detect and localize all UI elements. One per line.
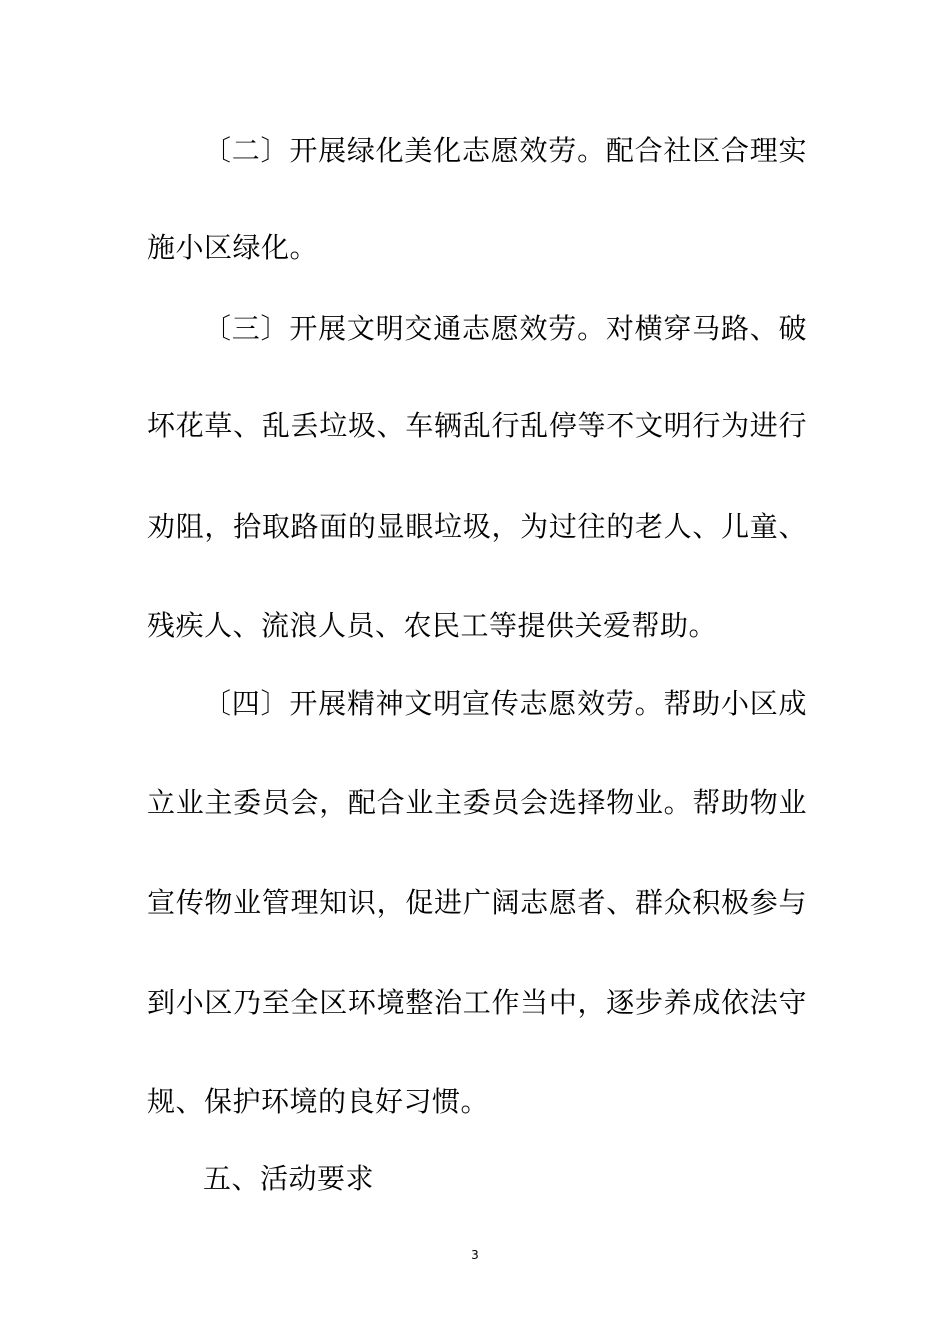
paragraph-2-line-2: 施小区绿化。 (147, 231, 319, 264)
paragraph-4-line-4: 到小区乃至全区环境整治工作当中，逐步养成依法守 (147, 986, 807, 1019)
section-heading: 五、活动要求 (203, 1162, 375, 1195)
paragraph-3-line-2: 坏花草、乱丢垃圾、车辆乱行乱停等不文明行为进行 (147, 409, 807, 442)
paragraph-4-line-5: 规、保护环境的良好习惯。 (147, 1085, 490, 1118)
paragraph-3-line-1: 〔三〕开展文明交通志愿效劳。对横穿马路、破 (203, 312, 807, 345)
paragraph-2-line-1: 〔二〕开展绿化美化志愿效劳。配合社区合理实 (203, 134, 807, 167)
paragraph-4-line-1: 〔四〕开展精神文明宣传志愿效劳。帮助小区成 (203, 687, 807, 720)
paragraph-3-line-4: 残疾人、流浪人员、农民工等提供关爱帮助。 (147, 609, 718, 642)
paragraph-4-line-2: 立业主委员会，配合业主委员会选择物业。帮助物业 (147, 786, 807, 819)
paragraph-3-line-3: 劝阻，拾取路面的显眼垃圾，为过往的老人、儿童、 (147, 510, 807, 543)
page-number: 3 (471, 1248, 479, 1262)
paragraph-4-line-3: 宣传物业管理知识，促进广阔志愿者、群众积极参与 (147, 886, 807, 919)
